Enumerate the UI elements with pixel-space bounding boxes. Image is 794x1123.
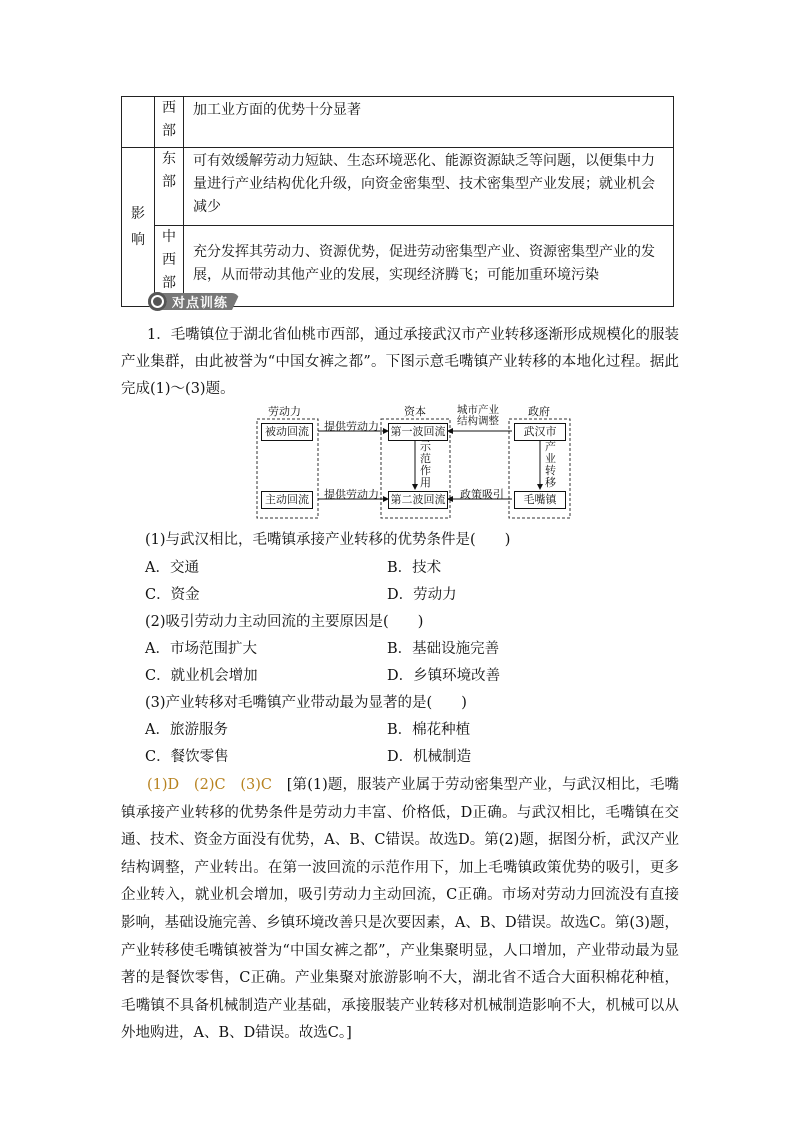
table-row (122, 97, 674, 148)
option-c: C．资金 (145, 587, 200, 603)
maozui-box: 毛嘴镇 (514, 491, 566, 509)
impact-table (121, 96, 674, 307)
option-a: A．交通 (145, 560, 199, 576)
region-label: 东部 (162, 151, 176, 190)
industry-transfer-label: 产业转移 (545, 440, 556, 489)
option-b: B．技术 (387, 560, 442, 576)
question-intro (121, 322, 679, 403)
table-row (122, 148, 674, 226)
demonstration-label: 示范作用 (420, 440, 431, 489)
answer-explanation (121, 772, 679, 1048)
category-cell (122, 97, 155, 148)
region-cell (155, 97, 184, 148)
section-badge (148, 291, 240, 313)
second-wave-box: 第二波回流 (388, 491, 448, 509)
option-b: B．棉花种植 (387, 722, 471, 738)
active-return-box: 主动回流 (261, 491, 313, 509)
provide-labor-label-2: 提供劳动力 (324, 488, 379, 501)
option-c: C．餐饮零售 (145, 749, 229, 765)
text-cell: 加工业方面的优势十分显著 (184, 97, 674, 148)
question-intro-text: 1．毛嘴镇位于湖北省仙桃市西部，通过承接武汉市产业转移逐渐形成规模化的服装产业集群，由此被誉为“中国女裤之都”。下图示意毛嘴镇产业转移的本地化过程。据此完成(1)～(3)题。 (121, 327, 679, 397)
sub-question-stem: (1)与武汉相比，毛嘴镇承接产业转移的优势条件是( ) (145, 532, 511, 548)
wuhan-box: 武汉市 (514, 423, 566, 441)
urban-restructure-label: 城市产业结构调整 (457, 404, 499, 427)
answer-key: (1)D (2)C (3)C (147, 777, 272, 793)
region-cell (155, 148, 184, 226)
region-label: 西部 (162, 100, 176, 139)
text-cell: 充分发挥其劳动力、资源优势，促进劳动密集型产业、资源密集型产业的发展，从而带动其他产业的发展，实现经济腾飞；可能加重环境污染 (184, 226, 674, 307)
sub-question-stem: (2)吸引劳动力主动回流的主要原因是( ) (145, 614, 424, 630)
badge-label: 对点训练 (172, 296, 229, 311)
option-c: C．就业机会增加 (145, 668, 258, 684)
transfer-diagram (254, 403, 574, 521)
option-a: A．旅游服务 (145, 722, 228, 738)
passive-return-box: 被动回流 (261, 423, 313, 441)
labor-column-title: 劳动力 (268, 405, 301, 418)
region-label: 中西部 (162, 229, 176, 291)
first-wave-box: 第一波回流 (388, 423, 448, 441)
government-column-title: 政府 (528, 405, 550, 418)
option-d: D．乡镇环境改善 (387, 668, 501, 684)
option-d: D．机械制造 (387, 749, 472, 765)
category-cell (122, 148, 155, 307)
provide-labor-label-1: 提供劳动力 (324, 420, 379, 433)
text-cell: 可有效缓解劳动力短缺、生态环境恶化、能源资源缺乏等问题，以便集中力量进行产业结构优化升级，向资金密集型、技术密集型产业发展；就业机会减少 (184, 148, 674, 226)
policy-attraction-label: 政策吸引 (460, 488, 504, 501)
option-b: B．基础设施完善 (387, 641, 500, 657)
option-a: A．市场范围扩大 (145, 641, 257, 657)
target-icon (148, 292, 167, 311)
capital-column-title: 资本 (404, 405, 426, 418)
sub-question-stem: (3)产业转移对毛嘴镇产业带动最为显著的是( ) (145, 695, 467, 711)
option-d: D．劳动力 (387, 587, 457, 603)
category-label: 影响 (131, 206, 145, 248)
explanation-text: [第(1)题，服装产业属于劳动密集型产业，与武汉相比，毛嘴镇承接产业转移的优势条件是劳动力丰富、价格低，D正确。与武汉相比，毛嘴镇在交通、技术、资金方面没有优势，A、B、C错误。故选D。第(2)题，据图分析，武汉产业结构调整，产业转出。在第一波回流的示范作用下，加上毛嘴镇政策优势的吸引，更多企业转入，就业机会增加，吸引劳动力主动回流，C正确。市场对劳动力回流没有直接影响，基础设施完善、乡镇环境改善只是次要因素，A、B、D错误。故选C。第(3)题，产业转移使毛嘴镇被誉为“中国女裤之都”，产业集聚明显，人口增加，产业带动最为显著的是餐饮零售，C正确。产业集聚对旅游影响不大，湖北省不适合大面积棉花种植，毛嘴镇不具备机械制造产业基础，承接服装产业转移对机械制造影响不大，机械可以从外地购进，A、B、D错误。故选C。] (121, 777, 680, 1042)
